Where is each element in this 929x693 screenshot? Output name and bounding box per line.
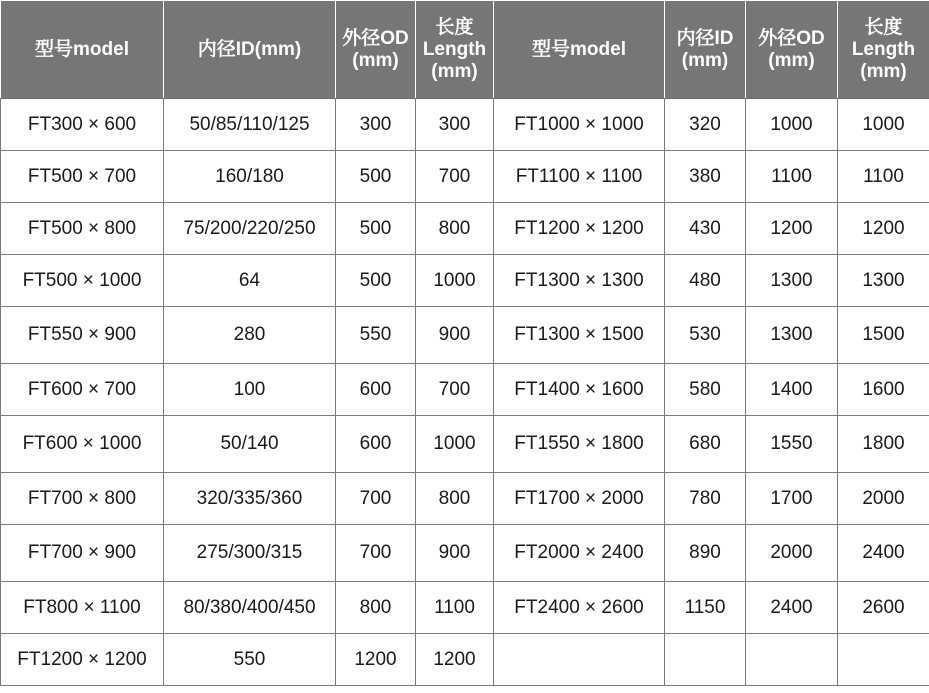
length-cell: 1200 bbox=[838, 203, 929, 255]
inner-diameter-cell: 890 bbox=[665, 525, 746, 582]
table-row bbox=[1, 99, 929, 151]
length-cell: 1100 bbox=[416, 582, 494, 634]
length-cell: 1000 bbox=[416, 416, 494, 473]
model-cell: FT700 × 900 bbox=[1, 525, 164, 582]
model-cell: FT1000 × 1000 bbox=[494, 99, 665, 151]
length-cell: 2000 bbox=[838, 473, 929, 525]
length-cell: 800 bbox=[416, 203, 494, 255]
inner-diameter-cell: 160/180 bbox=[164, 151, 336, 203]
model-cell: FT500 × 800 bbox=[1, 203, 164, 255]
outer-diameter-cell: 300 bbox=[336, 99, 416, 151]
header-model-left: 型号model bbox=[1, 1, 164, 99]
inner-diameter-cell: 430 bbox=[665, 203, 746, 255]
outer-diameter-cell: 600 bbox=[336, 416, 416, 473]
model-cell: FT700 × 800 bbox=[1, 473, 164, 525]
length-cell: 1100 bbox=[838, 151, 929, 203]
table-header bbox=[1, 1, 929, 99]
length-cell: 300 bbox=[416, 99, 494, 151]
table-row bbox=[1, 255, 929, 307]
inner-diameter-cell: 550 bbox=[164, 634, 336, 686]
inner-diameter-cell: 50/140 bbox=[164, 416, 336, 473]
header-inner-diameter-right: 内径ID (mm) bbox=[665, 1, 746, 99]
model-cell: FT1300 × 1300 bbox=[494, 255, 665, 307]
inner-diameter-cell: 680 bbox=[665, 416, 746, 473]
model-cell: FT800 × 1100 bbox=[1, 582, 164, 634]
length-cell: 1500 bbox=[838, 307, 929, 364]
table-row bbox=[1, 634, 929, 686]
outer-diameter-cell: 1000 bbox=[746, 99, 838, 151]
inner-diameter-cell: 580 bbox=[665, 364, 746, 416]
table-row bbox=[1, 203, 929, 255]
table-body bbox=[1, 99, 929, 686]
header-row bbox=[1, 1, 929, 99]
outer-diameter-cell: 2000 bbox=[746, 525, 838, 582]
table-row bbox=[1, 525, 929, 582]
outer-diameter-cell: 500 bbox=[336, 255, 416, 307]
table-row bbox=[1, 473, 929, 525]
model-cell: FT550 × 900 bbox=[1, 307, 164, 364]
length-cell: 2400 bbox=[838, 525, 929, 582]
model-cell: FT500 × 1000 bbox=[1, 255, 164, 307]
model-cell: FT2400 × 2600 bbox=[494, 582, 665, 634]
model-cell: FT600 × 700 bbox=[1, 364, 164, 416]
length-cell: 700 bbox=[416, 151, 494, 203]
empty-cell bbox=[494, 634, 665, 686]
length-cell: 700 bbox=[416, 364, 494, 416]
table-row bbox=[1, 307, 929, 364]
outer-diameter-cell: 1100 bbox=[746, 151, 838, 203]
model-cell: FT1100 × 1100 bbox=[494, 151, 665, 203]
empty-cell bbox=[665, 634, 746, 686]
table-row bbox=[1, 416, 929, 473]
model-cell: FT500 × 700 bbox=[1, 151, 164, 203]
header-inner-diameter-left: 内径ID(mm) bbox=[164, 1, 336, 99]
model-cell: FT1300 × 1500 bbox=[494, 307, 665, 364]
table-row bbox=[1, 151, 929, 203]
outer-diameter-cell: 700 bbox=[336, 525, 416, 582]
inner-diameter-cell: 1150 bbox=[665, 582, 746, 634]
outer-diameter-cell: 1300 bbox=[746, 255, 838, 307]
inner-diameter-cell: 100 bbox=[164, 364, 336, 416]
inner-diameter-cell: 320/335/360 bbox=[164, 473, 336, 525]
length-cell: 800 bbox=[416, 473, 494, 525]
outer-diameter-cell: 700 bbox=[336, 473, 416, 525]
inner-diameter-cell: 80/380/400/450 bbox=[164, 582, 336, 634]
inner-diameter-cell: 280 bbox=[164, 307, 336, 364]
model-cell: FT1200 × 1200 bbox=[1, 634, 164, 686]
length-cell: 1000 bbox=[838, 99, 929, 151]
inner-diameter-cell: 380 bbox=[665, 151, 746, 203]
table-row bbox=[1, 582, 929, 634]
length-cell: 900 bbox=[416, 307, 494, 364]
inner-diameter-cell: 530 bbox=[665, 307, 746, 364]
outer-diameter-cell: 1300 bbox=[746, 307, 838, 364]
header-length-right: 长度 Length (mm) bbox=[838, 1, 929, 99]
empty-cell bbox=[746, 634, 838, 686]
model-cell: FT1200 × 1200 bbox=[494, 203, 665, 255]
outer-diameter-cell: 2400 bbox=[746, 582, 838, 634]
model-cell: FT1550 × 1800 bbox=[494, 416, 665, 473]
model-cell: FT1700 × 2000 bbox=[494, 473, 665, 525]
outer-diameter-cell: 550 bbox=[336, 307, 416, 364]
length-cell: 1200 bbox=[416, 634, 494, 686]
outer-diameter-cell: 500 bbox=[336, 151, 416, 203]
outer-diameter-cell: 1200 bbox=[336, 634, 416, 686]
header-outer-diameter-right: 外径OD (mm) bbox=[746, 1, 838, 99]
length-cell: 900 bbox=[416, 525, 494, 582]
table-row bbox=[1, 364, 929, 416]
model-cell: FT300 × 600 bbox=[1, 99, 164, 151]
inner-diameter-cell: 275/300/315 bbox=[164, 525, 336, 582]
header-outer-diameter-left: 外径OD (mm) bbox=[336, 1, 416, 99]
length-cell: 1800 bbox=[838, 416, 929, 473]
inner-diameter-cell: 480 bbox=[665, 255, 746, 307]
model-cell: FT1400 × 1600 bbox=[494, 364, 665, 416]
inner-diameter-cell: 75/200/220/250 bbox=[164, 203, 336, 255]
outer-diameter-cell: 1550 bbox=[746, 416, 838, 473]
outer-diameter-cell: 1700 bbox=[746, 473, 838, 525]
empty-cell bbox=[838, 634, 929, 686]
length-cell: 1600 bbox=[838, 364, 929, 416]
outer-diameter-cell: 1200 bbox=[746, 203, 838, 255]
length-cell: 2600 bbox=[838, 582, 929, 634]
outer-diameter-cell: 1400 bbox=[746, 364, 838, 416]
outer-diameter-cell: 800 bbox=[336, 582, 416, 634]
inner-diameter-cell: 780 bbox=[665, 473, 746, 525]
model-cell: FT2000 × 2400 bbox=[494, 525, 665, 582]
header-model-right: 型号model bbox=[494, 1, 665, 99]
length-cell: 1000 bbox=[416, 255, 494, 307]
inner-diameter-cell: 64 bbox=[164, 255, 336, 307]
inner-diameter-cell: 50/85/110/125 bbox=[164, 99, 336, 151]
model-cell: FT600 × 1000 bbox=[1, 416, 164, 473]
length-cell: 1300 bbox=[838, 255, 929, 307]
header-length-left: 长度 Length (mm) bbox=[416, 1, 494, 99]
inner-diameter-cell: 320 bbox=[665, 99, 746, 151]
outer-diameter-cell: 500 bbox=[336, 203, 416, 255]
outer-diameter-cell: 600 bbox=[336, 364, 416, 416]
